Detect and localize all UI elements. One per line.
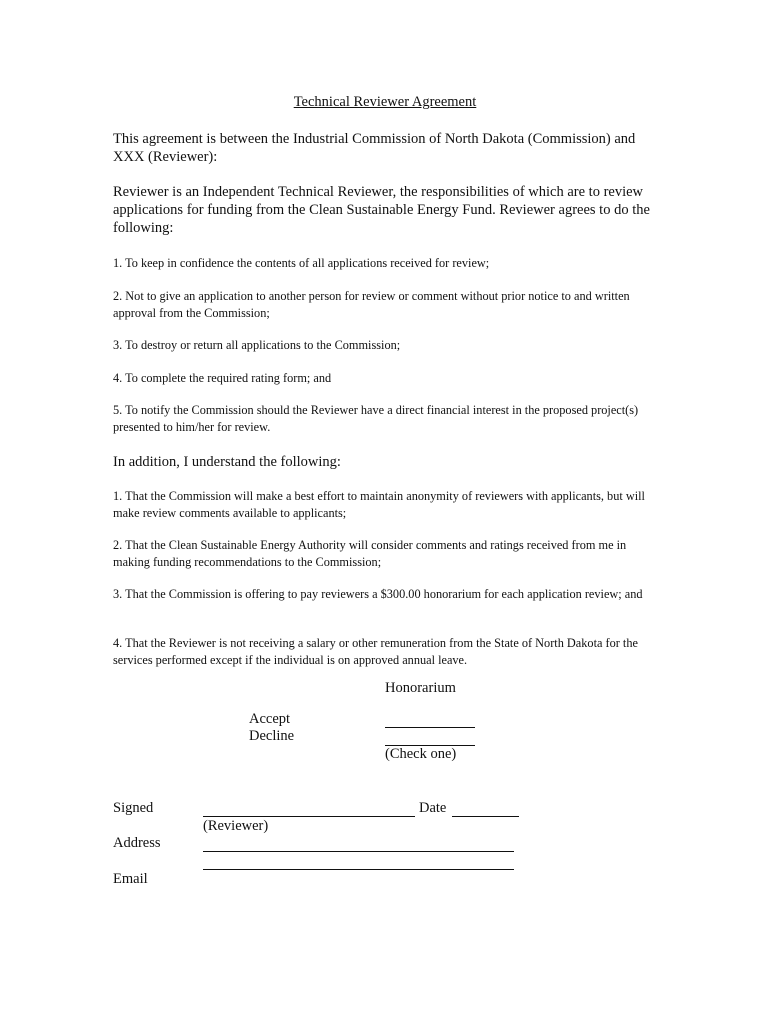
accept-check-line[interactable] <box>385 726 475 728</box>
decline-label: Decline <box>249 728 295 744</box>
signature-line[interactable] <box>203 815 415 817</box>
reviewer-note: (Reviewer) <box>203 818 269 834</box>
address-label: Address <box>113 835 161 851</box>
honorarium-heading: Honorarium <box>385 680 456 696</box>
check-one-note: (Check one) <box>385 746 457 762</box>
understanding-item-4: 4. That the Reviewer is not receiving a salary or other remuneration from the State of North Dakota for the services performed except if the individual is on approved annual leave. <box>113 636 638 667</box>
date-line[interactable] <box>452 815 519 817</box>
understanding-item-3: 3. That the Commission is offering to pay reviewers a $300.00 honorarium for each application review; and <box>113 587 643 601</box>
understanding-item-1: 1. That the Commission will make a best effort to maintain anonymity of reviewers with applicants, but will make review comments available to applicants; <box>113 489 645 520</box>
role-paragraph: Reviewer is an Independent Technical Reviewer, the responsibilities of which are to review applications for funding from the Clean Sustainable Energy Fund. Reviewer agrees to do the following: <box>113 184 650 236</box>
address-line-1[interactable] <box>203 850 514 852</box>
intro-paragraph: This agreement is between the Industrial Commission of North Dakota (Commission) and XXX (Reviewer): <box>113 131 636 165</box>
understanding-item-2: 2. That the Clean Sustainable Energy Authority will consider comments and ratings received from me in making funding recommendations to the Commission; <box>113 538 627 569</box>
address-line-2[interactable] <box>203 868 514 870</box>
date-label: Date <box>419 800 447 816</box>
agreement-item-2: 2. Not to give an application to another person for review or comment without prior notice to and written approval from the Commission; <box>113 289 630 320</box>
accept-label: Accept <box>249 711 291 727</box>
document-title: Technical Reviewer Agreement <box>293 94 477 110</box>
email-label: Email <box>113 871 148 887</box>
agreement-item-3: 3. To destroy or return all applications to the Commission; <box>113 338 401 352</box>
signed-label: Signed <box>113 800 154 816</box>
agreement-item-1: 1. To keep in confidence the contents of all applications received for review; <box>113 256 490 270</box>
agreement-item-5: 5. To notify the Commission should the Reviewer have a direct financial interest in the proposed project(s) presented to him/her for review. <box>113 403 639 434</box>
agreement-item-4: 4. To complete the required rating form; and <box>113 371 332 385</box>
addition-heading: In addition, I understand the following: <box>113 454 341 470</box>
